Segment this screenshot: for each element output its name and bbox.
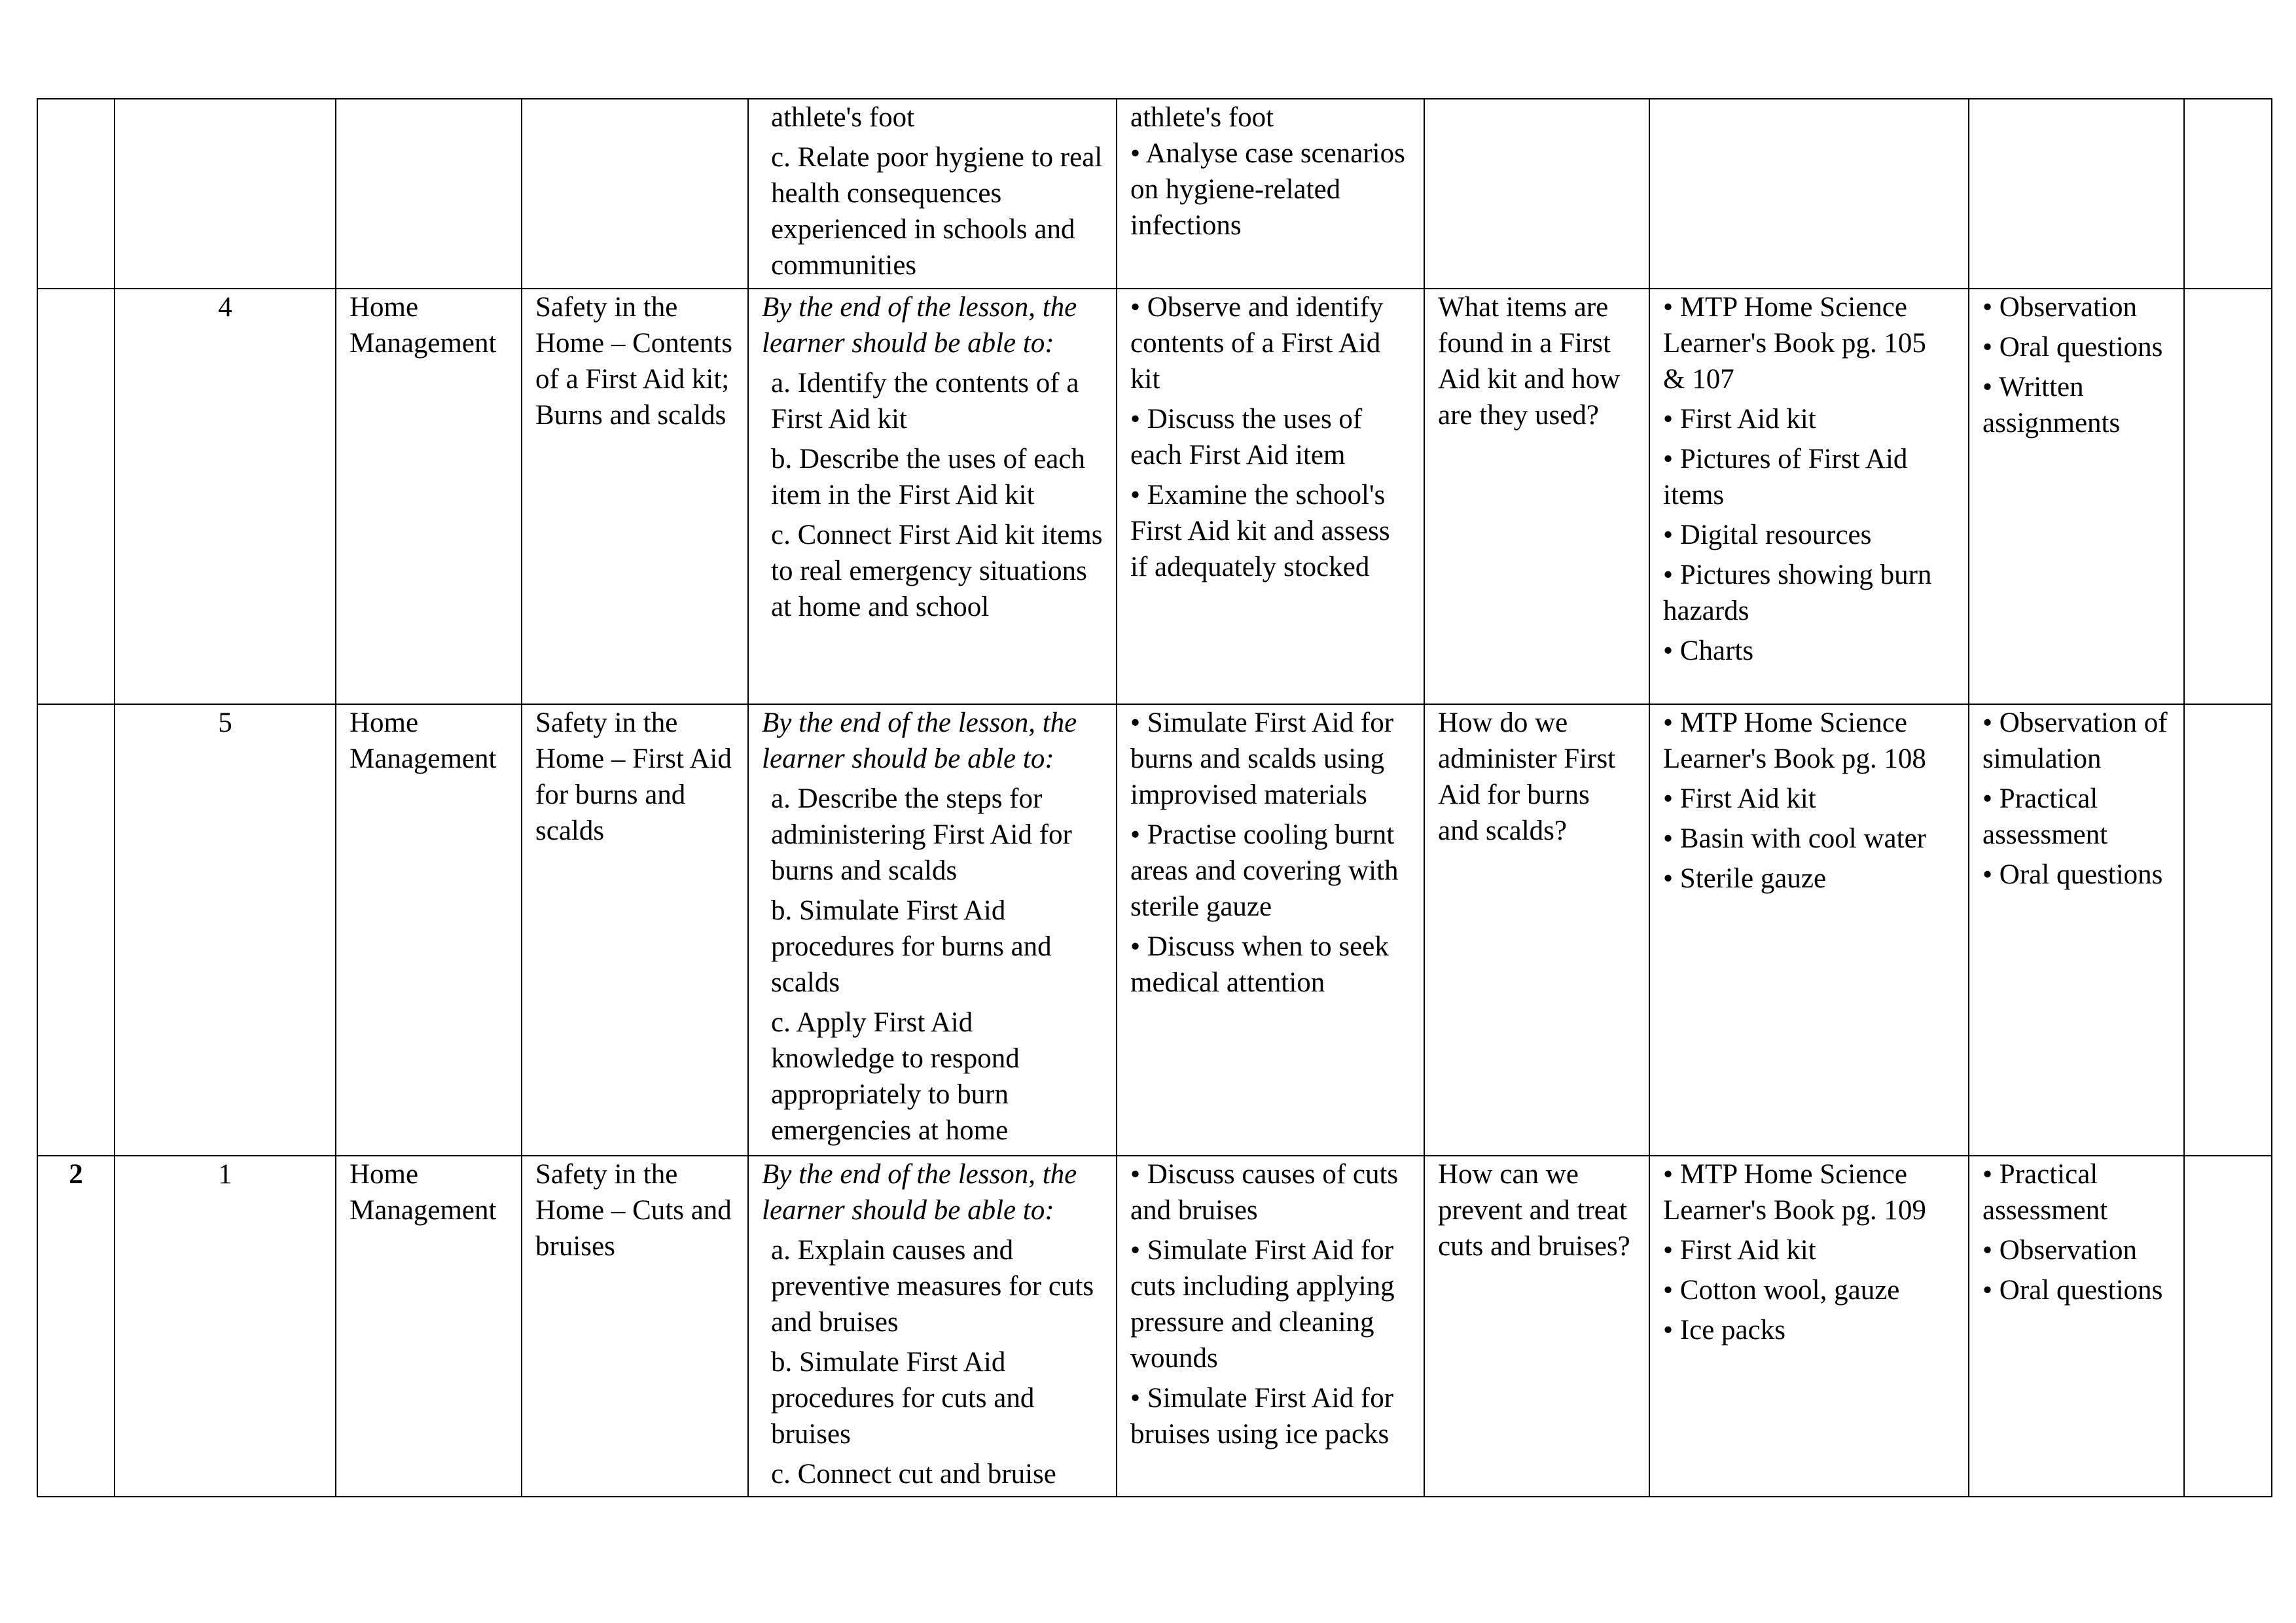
sub-strand-cell: Safety in the Home – Cuts and bruises: [522, 1156, 748, 1497]
resource-item: • Pictures of First Aid items: [1663, 444, 1908, 510]
learning-outcome: b. Describe the uses of each item in the First Aid kit: [771, 444, 1085, 510]
strand-cell: Home Management: [336, 289, 522, 704]
resource-item: • First Aid kit: [1663, 783, 1816, 814]
learning-outcome: c. Relate poor hygiene to real health consequences experienced in schools and communities: [771, 142, 1103, 281]
assessment-item: • Oral questions: [1982, 859, 2163, 890]
assessment-item: • Observation: [1982, 292, 2137, 323]
assessment-cell: [1969, 704, 2184, 1156]
strand-cell: [336, 99, 522, 289]
assessment-item: • Oral questions: [1982, 1275, 2163, 1306]
learning-experience: • Discuss when to seek medical attention: [1130, 931, 1389, 998]
remarks-cell: [2184, 99, 2272, 289]
learning-experience: • Analyse case scenarios on hygiene-related infections: [1130, 138, 1405, 241]
resource-item: • Ice packs: [1663, 1315, 1785, 1346]
assessment-item: • Practical assessment: [1982, 783, 2108, 850]
resource-item: • Cotton wool, gauze: [1663, 1275, 1900, 1306]
resource-item: • Basin with cool water: [1663, 823, 1926, 854]
table-row: [37, 1156, 2272, 1497]
assessment-cell: [1969, 1156, 2184, 1497]
resource-item: • MTP Home Science Learner's Book pg. 109: [1663, 1159, 1926, 1226]
learning-experience: • Simulate First Aid for bruises using ice packs: [1130, 1383, 1394, 1450]
strand-cell: Home Management: [336, 1156, 522, 1497]
learning-experiences-cell: [1117, 289, 1424, 704]
strand-cell: Home Management: [336, 704, 522, 1156]
learning-outcome: c. Connect cut and bruise: [771, 1459, 1056, 1489]
resource-item: • First Aid kit: [1663, 1235, 1816, 1266]
resource-item: • First Aid kit: [1663, 404, 1816, 435]
outcomes-intro: By the end of the lesson, the learner should be able to:: [762, 292, 1077, 359]
assessment-cell: [1969, 289, 2184, 704]
learning-outcome: c. Apply First Aid knowledge to respond appropriately to burn emergencies at home: [771, 1007, 1020, 1146]
learning-experiences-cell: [1117, 1156, 1424, 1497]
assessment-item: • Oral questions: [1982, 332, 2163, 363]
resource-item: • Digital resources: [1663, 520, 1872, 550]
key-inquiry-question-cell: How can we prevent and treat cuts and bruises?: [1424, 1156, 1649, 1497]
learning-experiences-cell: [1117, 99, 1424, 289]
learning-outcome: a. Describe the steps for administering First Aid for burns and scalds: [771, 783, 1072, 886]
resource-item: • MTP Home Science Learner's Book pg. 105 & 107: [1663, 292, 1926, 395]
lesson-cell: 4: [115, 289, 336, 704]
sub-strand-cell: Safety in the Home – Contents of a First Aid kit; Burns and scalds: [522, 289, 748, 704]
learning-outcome: b. Simulate First Aid procedures for burns and scalds: [771, 895, 1052, 998]
learning-outcome: a. Explain causes and preventive measures for cuts and bruises: [771, 1235, 1094, 1338]
table-row: [37, 289, 2272, 704]
lesson-cell: 1: [115, 1156, 336, 1497]
learning-experience: • Simulate First Aid for burns and scalds using improvised materials: [1130, 707, 1394, 810]
resource-item: • Charts: [1663, 635, 1754, 666]
sub-strand-cell: [522, 99, 748, 289]
week-cell: [37, 289, 115, 704]
assessment-cell: [1969, 99, 2184, 289]
key-inquiry-question-cell: What items are found in a First Aid kit and how are they used?: [1424, 289, 1649, 704]
assessment-item: • Written assignments: [1982, 372, 2121, 438]
learning-experience: • Examine the school's First Aid kit and assess if adequately stocked: [1130, 480, 1390, 582]
learning-outcomes-cell: [748, 289, 1117, 704]
key-inquiry-question-cell: [1424, 99, 1649, 289]
assessment-item: • Practical assessment: [1982, 1159, 2108, 1226]
learning-outcomes-cell: [748, 704, 1117, 1156]
outcomes-intro: By the end of the lesson, the learner should be able to:: [762, 1159, 1077, 1226]
learning-outcomes-cell: [748, 99, 1117, 289]
learning-outcome: a. Identify the contents of a First Aid kit: [771, 368, 1079, 435]
resources-cell: [1649, 704, 1969, 1156]
resource-item: • Pictures showing burn hazards: [1663, 560, 1932, 626]
outcomes-intro: By the end of the lesson, the learner should be able to:: [762, 707, 1077, 774]
week-cell: 2: [37, 1156, 115, 1497]
learning-experience: • Discuss causes of cuts and bruises: [1130, 1159, 1399, 1226]
learning-outcome: athlete's foot: [771, 102, 915, 133]
remarks-cell: [2184, 704, 2272, 1156]
resources-cell: [1649, 1156, 1969, 1497]
table-row: [37, 99, 2272, 289]
learning-experience: • Discuss the uses of each First Aid item: [1130, 404, 1363, 471]
learning-experience: athlete's foot: [1130, 102, 1274, 133]
learning-outcomes-cell: [748, 1156, 1117, 1497]
key-inquiry-question-cell: How do we administer First Aid for burns and scalds?: [1424, 704, 1649, 1156]
sub-strand-cell: Safety in the Home – First Aid for burns and scalds: [522, 704, 748, 1156]
week-cell: [37, 99, 115, 289]
resources-cell: [1649, 289, 1969, 704]
resource-item: • MTP Home Science Learner's Book pg. 108: [1663, 707, 1926, 774]
learning-experience: • Simulate First Aid for cuts including applying pressure and cleaning wounds: [1130, 1235, 1395, 1374]
learning-experience: • Practise cooling burnt areas and covering with sterile gauze: [1130, 819, 1399, 922]
learning-experiences-cell: [1117, 704, 1424, 1156]
lesson-cell: 5: [115, 704, 336, 1156]
assessment-item: • Observation of simulation: [1982, 707, 2168, 774]
assessment-item: • Observation: [1982, 1235, 2137, 1266]
remarks-cell: [2184, 1156, 2272, 1497]
week-cell: [37, 704, 115, 1156]
table-row: [37, 704, 2272, 1156]
resource-item: • Sterile gauze: [1663, 863, 1827, 894]
learning-experience: • Observe and identify contents of a First Aid kit: [1130, 292, 1384, 395]
scheme-of-work-table: [37, 98, 2272, 1497]
resources-cell: [1649, 99, 1969, 289]
learning-outcome: b. Simulate First Aid procedures for cuts and bruises: [771, 1347, 1035, 1450]
remarks-cell: [2184, 289, 2272, 704]
learning-outcome: c. Connect First Aid kit items to real emergency situations at home and school: [771, 520, 1103, 622]
lesson-cell: [115, 99, 336, 289]
